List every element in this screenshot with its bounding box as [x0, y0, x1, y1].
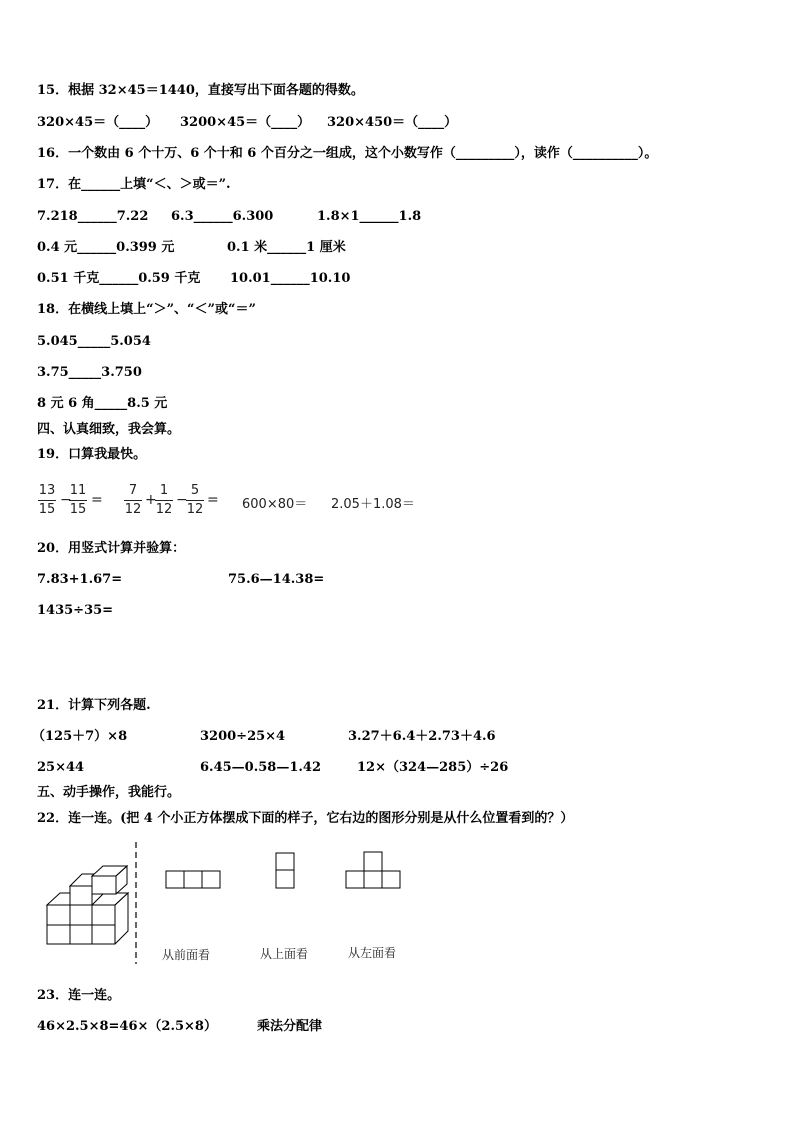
numerator: 11: [69, 483, 87, 498]
q17-r1-b: 6.3______6.300: [171, 209, 274, 224]
label-front-view: 从前面看: [162, 948, 211, 962]
denominator: 12: [124, 502, 142, 517]
fraction-7-12: [124, 483, 142, 518]
plus-sign: +: [145, 492, 157, 508]
fraction-bar: [186, 500, 204, 501]
denominator: 15: [38, 502, 56, 517]
q17-r2-b: 0.1 米______1 厘米: [227, 240, 346, 255]
q21-r1-a: （125＋7）×8: [32, 729, 128, 744]
q19-title: 19．口算我最快。: [37, 447, 147, 462]
minus-sign: −: [60, 492, 72, 508]
equals-sign: =: [207, 492, 219, 508]
q17-title: 17．在______上填“＜、＞或＝”.: [37, 177, 231, 192]
q20-item-2: 75.6—14.38=: [228, 572, 325, 587]
cube-stack-drawing: [47, 866, 128, 944]
equals-sign: =: [91, 492, 103, 508]
q19-expr-3: 600×80＝: [242, 497, 308, 512]
q16-text: 16．一个数由 6 个十万、6 个十和 6 个百分之一组成，这个小数写作（_________），读作（__________）。: [37, 146, 658, 161]
q15-title: 15．根据 32×45＝1440，直接写出下面各题的得数。: [37, 83, 364, 98]
fraction-13-15: [38, 483, 56, 518]
q18-row-1: 5.045_____5.054: [37, 334, 151, 349]
top-view-shape: [276, 853, 294, 888]
q20-title: 20．用竖式计算并验算：: [37, 541, 186, 556]
q23-left-expression: 46×2.5×8=46×（2.5×8）: [37, 1019, 217, 1034]
fraction-1-12: [155, 483, 173, 518]
numerator: 13: [38, 483, 56, 498]
section-5-heading: 五、动手操作，我能行。: [37, 785, 181, 800]
q17-r1-a: 7.218______7.22: [37, 209, 149, 224]
q20-item-1: 7.83+1.67=: [37, 572, 123, 587]
q21-r1-b: 3200÷25×4: [200, 729, 286, 744]
minus-sign: −: [176, 492, 188, 508]
denominator: 12: [155, 502, 173, 517]
q18-row-2: 3.75_____3.750: [37, 365, 142, 380]
q17-r3-b: 10.01______10.10: [230, 271, 351, 286]
q23-right-law: 乘法分配律: [257, 1019, 323, 1034]
q21-r1-c: 3.27＋6.4＋2.73＋4.6: [348, 729, 496, 744]
q21-r2-b: 6.45—0.58—1.42: [200, 760, 321, 775]
q15-item-3: 320×450＝（____）: [327, 115, 458, 130]
denominator: 15: [69, 502, 87, 517]
q19-expr-4: 2.05＋1.08＝: [331, 497, 415, 512]
numerator: 7: [128, 483, 138, 498]
q21-title: 21．计算下列各题.: [37, 698, 151, 713]
label-top-view: 从上面看: [260, 947, 309, 961]
q18-row-3: 8 元 6 角_____8.5 元: [37, 396, 168, 411]
fraction-bar: [155, 500, 173, 501]
q20-item-3: 1435÷35=: [37, 603, 114, 618]
left-view-shape: [346, 852, 400, 888]
section-4-heading: 四、认真细致，我会算。: [37, 422, 181, 437]
q22-title: 22．连一连。(把 4 个小正方体摆成下面的样子，它右边的图形分别是从什么位置看到的？）: [37, 811, 574, 826]
fraction-bar: [38, 500, 56, 501]
q21-r2-a: 25×44: [37, 760, 85, 775]
front-view-shape: [166, 871, 220, 888]
q17-r3-a: 0.51 千克______0.59 千克: [37, 271, 201, 286]
q15-item-1: 320×45＝（____）: [37, 115, 159, 130]
numerator: 5: [190, 483, 200, 498]
q17-r1-c: 1.8×1______1.8: [317, 209, 422, 224]
fraction-bar: [124, 500, 142, 501]
numerator: 1: [159, 483, 169, 498]
q21-r2-c: 12×（324—285）÷26: [357, 760, 509, 775]
label-left-view: 从左面看: [348, 946, 397, 960]
q15-item-2: 3200×45＝（____）: [180, 115, 311, 130]
q23-title: 23．连一连。: [37, 988, 121, 1003]
q18-title: 18．在横线上填上“＞”、“＜”或“＝”: [37, 302, 256, 317]
fraction-5-12: [186, 483, 204, 518]
denominator: 12: [186, 502, 204, 517]
fraction-bar: [69, 500, 87, 501]
q17-r2-a: 0.4 元______0.399 元: [37, 240, 175, 255]
fraction-11-15: [69, 483, 87, 518]
